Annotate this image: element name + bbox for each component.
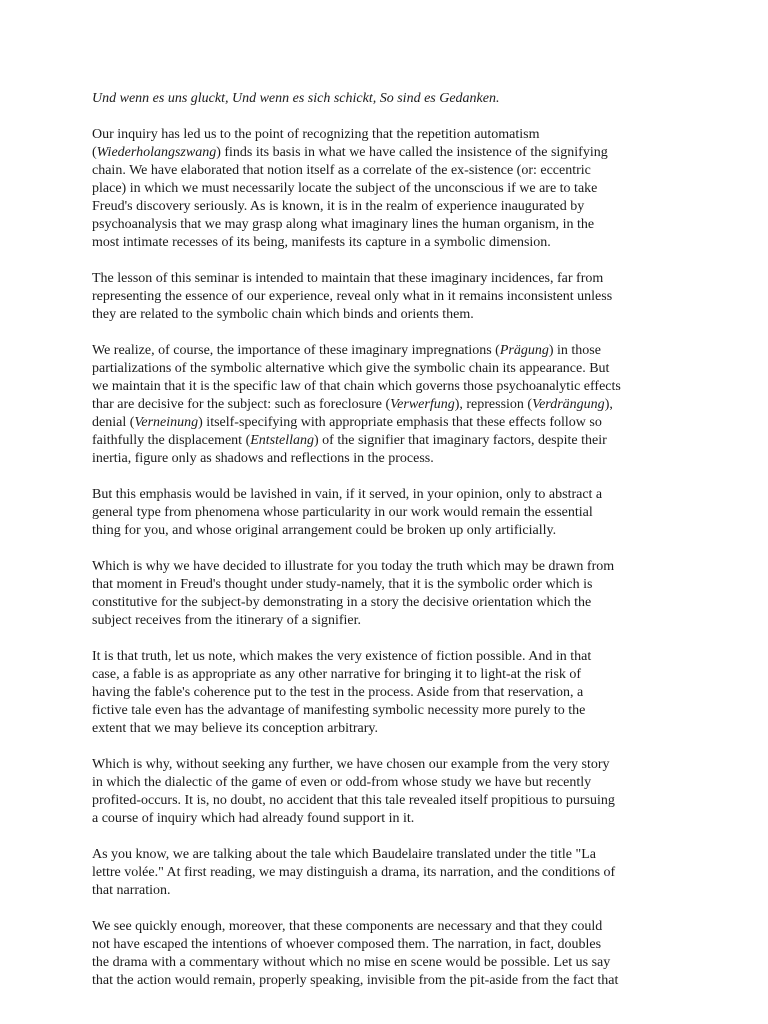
paragraph-7: Which is why, without seeking any further, we have chosen our example from the very story in which the dialectic of the game of even or odd-from whose study we have but recently profited-occurs. It is, no doubt, no accident that this tale revealed itself propitious to pursuing a course of inquiry which had already found support in it. — [92, 757, 615, 826]
paragraph-1: Our inquiry has led us to the point of recognizing that the repetition automatism (Wiederholangszwang) finds its basis in what we have called the insistence of the signifying chain. We have elaborated that notion itself as a correlate of the ex-sistence (or: eccentric place) in which we must necessarily locate the subject of the unconscious if we are to take Freud's discovery seriously. As is known, it is in the realm of experience inaugurated by psychoanalysis that we may grasp along what imaginary lines the human organism, in the most intimate recesses of its being, manifests its capture in a symbolic dimension. — [92, 127, 608, 250]
paragraph-8: As you know, we are talking about the tale which Baudelaire translated under the title "La lettre volée." At first reading, we may distinguish a drama, its narration, and the conditions of that narration. — [92, 847, 616, 898]
paragraph-5: Which is why we have decided to illustrate for you today the truth which may be drawn from that moment in Freud's thought under study-namely, that it is the symbolic order which is constitutive for the subject-by demonstrating in a story the decisive orientation which the subject receives from the itinerary of a signifier. — [92, 559, 615, 628]
paragraph-9: We see quickly enough, moreover, that these components are necessary and that they could not have escaped the intentions of whoever composed them. The narration, in fact, doubles the drama with a commentary without which no mise en scene would be possible. Let us say that the action would remain, properly speaking, invisible from the pit-aside from the fact that — [92, 919, 619, 988]
paragraph-4: But this emphasis would be lavished in vain, if it served, in your opinion, only to abstract a general type from phenomena whose particularity in our work would remain the essential thing for you, and whose original arrangement could be broken up only artificially. — [92, 487, 603, 538]
paragraph-2: The lesson of this seminar is intended to maintain that these imaginary incidences, far from representing the essence of our experience, reveal only what in it remains inconsistent unless they are related to the symbolic chain which binds and orients them. — [92, 271, 613, 322]
paragraph-6: It is that truth, let us note, which makes the very existence of fiction possible. And in that case, a fable is as appropriate as any other narrative for bringing it to light-at the risk of having the fable's coherence put to the test in the process. Aside from that reservation, a fictive tale even has the advantage of manifesting symbolic necessity more purely to the extent that we may believe its conception arbitrary. — [92, 649, 592, 736]
epigraph: Und wenn es uns gluckt, Und wenn es sich schickt, So sind es Gedanken. — [92, 91, 500, 106]
paragraph-3: We realize, of course, the importance of these imaginary impregnations (Prägung) in those partializations of the symbolic alternative which give the symbolic chain its appearance. But we maintain that it is the specific law of that chain which governs those psychoanalytic effects thar are decisive for the subject: such as foreclosure (Verwerfung), repression (Verdrängung), denial (Verneinung) itself-specifying with appropriate emphasis that these effects follow so faithfully the displacement (Entstellang) of the signifier that imaginary factors, despite their inertia, figure only as shadows and reflections in the process. — [92, 343, 621, 466]
